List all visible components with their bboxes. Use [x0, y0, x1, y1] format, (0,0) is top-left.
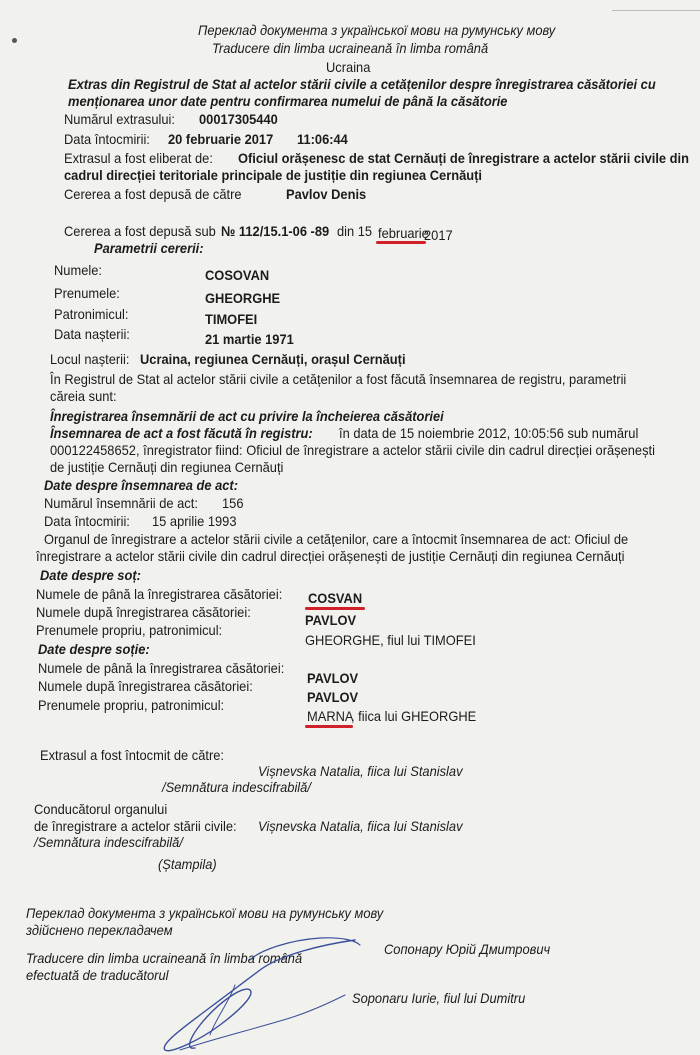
- filed-month: februarie: [378, 225, 429, 241]
- header-country: Ucraina: [326, 59, 371, 75]
- filed-din: din 15: [337, 223, 373, 239]
- wife-after-label: Numele după înregistrarea căsătoriei:: [38, 678, 253, 694]
- husband-name-value: GHEORGHE, fiul lui TIMOFEI: [305, 632, 476, 648]
- firstname-label: Prenumele:: [54, 285, 120, 301]
- act-number-label: Numărul însemnării de act:: [44, 495, 198, 511]
- registry-intro-line1: În Registrul de Stat al actelor stării civile a cetățenilor a fost făcută însemnarea de registru, parametrii: [50, 371, 627, 387]
- birthplace-value: Ucraina, regiunea Cernăuți, orașul Cernăuți: [140, 351, 406, 367]
- husband-before-underline: [305, 607, 365, 610]
- handwritten-signature: [140, 900, 370, 1055]
- wife-after-value: PAVLOV: [307, 689, 359, 705]
- translator-ro-name: Soponaru Iurie, fiul lui Dumitru: [352, 990, 526, 1006]
- applicant-label: Cererea a fost depusă de către: [64, 186, 242, 202]
- registry-heading1: Înregistrarea însemnării de act cu privire la încheierea căsătoriei: [50, 408, 444, 424]
- filed-prefix: Cererea a fost depusă sub: [64, 223, 216, 239]
- husband-name-label: Prenumele propriu, patronimicul:: [36, 622, 223, 638]
- head-label-line1: Conducătorul organului: [34, 801, 168, 817]
- act-date-label: Data întocmirii:: [44, 513, 130, 529]
- act-organ-line1: Organul de înregistrare a actelor stării civile a cetățenilor, care a întocmit însemnarea de act: Oficiul de: [44, 531, 629, 547]
- head-label-line2: de înregistrare a actelor stării civile:: [34, 818, 237, 834]
- registry-record-line1: în data de 15 noiembrie 2012, 10:05:56 sub numărul: [339, 425, 639, 441]
- husband-before-label: Numele de până la înregistrarea căsătoriei:: [36, 586, 283, 602]
- extract-number-label: Numărul extrasului:: [64, 111, 175, 127]
- wife-before-label: Numele de până la înregistrarea căsătoriei:: [38, 660, 285, 676]
- husband-after-label: Numele după înregistrarea căsătoriei:: [36, 604, 251, 620]
- wife-name-underline: [305, 725, 353, 728]
- translator-uk-line1: Переклад документа з української мови на румунську мову: [26, 905, 384, 921]
- birthdate-label: Data nașterii:: [54, 326, 130, 342]
- params-heading: Parametrii cererii:: [94, 240, 204, 256]
- wife-before-value: PAVLOV: [307, 670, 359, 686]
- scan-speck: [12, 38, 17, 43]
- act-number-value: 156: [222, 495, 244, 511]
- birthplace-label: Locul nașterii:: [50, 351, 130, 367]
- wife-name-first: MARNA: [307, 708, 354, 724]
- husband-after-value: PAVLOV: [305, 612, 357, 628]
- registry-heading2: Însemnarea de act a fost făcută în registru:: [50, 425, 313, 441]
- applicant-value: Pavlov Denis: [286, 186, 367, 202]
- extract-date-label: Data întocmirii:: [64, 131, 150, 147]
- translator-uk-line2: здійснено перекладачем: [26, 922, 173, 938]
- act-organ-line2: înregistrare a actelor stării civile din cadrul direcției orășenești de justiție Cernăuți din regiunea Cernăuți: [36, 548, 625, 564]
- act-date-value: 15 aprilie 1993: [152, 513, 237, 529]
- act-heading: Date despre însemnarea de act:: [44, 477, 239, 493]
- filed-year: 2017: [424, 227, 453, 243]
- firstname-value: GHEORGHE: [205, 290, 281, 306]
- scan-speck: [612, 10, 700, 11]
- header-line-uk: Переклад документа з української мови на румунську мову: [198, 22, 556, 38]
- wife-heading: Date despre soție:: [38, 641, 150, 657]
- document-title-line1: Extras din Registrul de Stat al actelor stării civile a cetățenilor despre înregistrarea căsătoriei cu: [68, 76, 656, 92]
- document-title-line2: menționarea unor date pentru confirmarea numelui de până la căsătorie: [68, 93, 508, 109]
- extract-time-value: 11:06:44: [297, 131, 348, 147]
- husband-before-value: COSVAN: [308, 590, 363, 606]
- issued-by-value-line1: Oficiul orășenesc de stat Cernăuți de înregistrare a actelor stării civile din: [238, 150, 689, 166]
- translator-uk-name: Сопонару Юрій Дмитрович: [384, 941, 551, 957]
- patronymic-label: Patronimicul:: [54, 306, 129, 322]
- surname-value: COSOVAN: [205, 267, 270, 283]
- issued-by-label: Extrasul a fost eliberat de:: [64, 150, 213, 166]
- husband-heading: Date despre soț:: [40, 567, 141, 583]
- stamp-note: (Ștampila): [158, 856, 217, 872]
- signature-note-2: /Semnătura indescifrabilă/: [34, 834, 183, 850]
- birthdate-value: 21 martie 1971: [205, 331, 294, 347]
- filed-month-underline: [376, 241, 426, 244]
- issued-by-value-line2: cadrul direcției teritoriale principale de justiție din regiunea Cernăuți: [64, 167, 482, 183]
- signature-note-1: /Semnătura indescifrabilă/: [162, 779, 311, 795]
- translator-ro-line1: Traducere din limba ucraineană în limba română: [26, 950, 303, 966]
- surname-label: Numele:: [54, 262, 102, 278]
- head-value: Vișnevska Natalia, fiica lui Stanislav: [258, 818, 463, 834]
- registry-record-line2: 000122458652, înregistrator fiind: Oficiul de înregistrare a actelor stării civile din cadrul direcției orășenești: [50, 442, 655, 458]
- patronymic-value: TIMOFEI: [205, 311, 258, 327]
- extract-date-value: 20 februarie 2017: [168, 131, 274, 147]
- compiled-by-value: Vișnevska Natalia, fiica lui Stanislav: [258, 763, 463, 779]
- translator-ro-line2: efectuată de traducătorul: [26, 967, 169, 983]
- wife-name-rest: , fiica lui GHEORGHE: [351, 708, 477, 724]
- compiled-by-label: Extrasul a fost întocmit de către:: [40, 747, 224, 763]
- header-line-ro: Traducere din limba ucraineană în limba română: [212, 40, 489, 56]
- filed-number: № 112/15.1-06 -89: [221, 223, 330, 239]
- wife-name-label: Prenumele propriu, patronimicul:: [38, 697, 225, 713]
- extract-number-value: 00017305440: [199, 111, 278, 127]
- registry-record-line3: de justiție Cernăuți din regiunea Cernăuți: [50, 459, 284, 475]
- registry-intro-line2: căreia sunt:: [50, 388, 117, 404]
